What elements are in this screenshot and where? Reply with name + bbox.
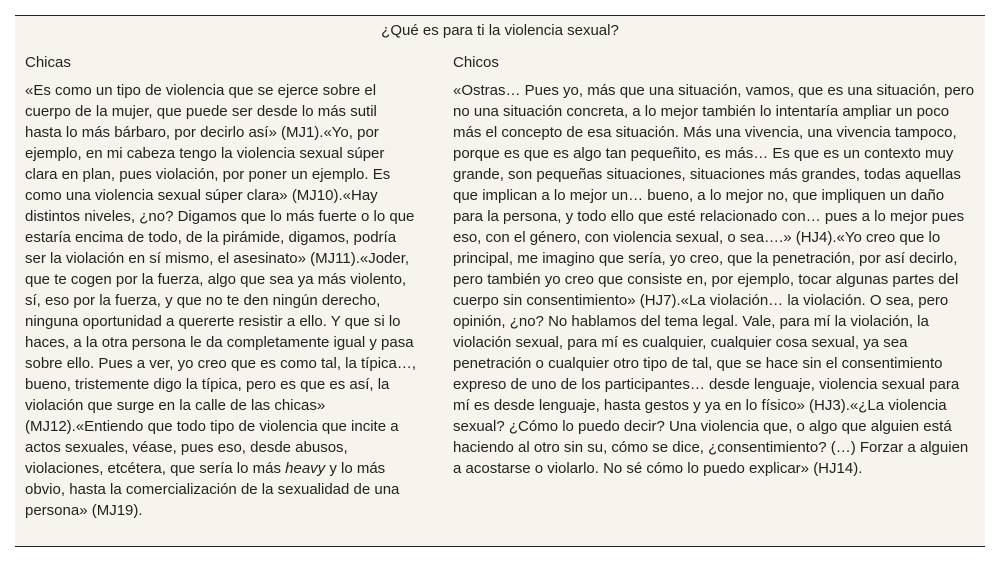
column-header-chicas: Chicas (25, 54, 71, 71)
quotes-chicas (25, 80, 417, 521)
quotes-chicas-part-2: y lo más obvio, hasta la comercialización de la sexualidad de una persona» (MJ19). (25, 460, 400, 519)
quote-table (15, 15, 985, 547)
quotes-chicos: «Ostras… Pues yo, más que una situación, vamos, que es una situación, pero no una situación concreta, a lo mejor también lo intentaría ampliar un poco más el concepto de esa situación. Más una vivencia, una vivencia tampoco, porque es que es algo tan pequeñito, es más… Es que es un contexto muy grande, son pequeñas situaciones, situaciones más grandes, todas aquellas que implican a lo mejor un… bueno, a lo mejor no, que impliquen un daño para la persona, y todo ello que esté relacionado con… pues a lo mejor pues eso, con el género, con violencia sexual, o sea….» (HJ4).«Yo creo que lo principal, me imagino que sería, yo creo, que la penetración, por así decirlo, pero también yo creo que consiste en, por ejemplo, tocar algunas partes del cuerpo sin consentimiento» (HJ7).«La violación… la violación. O sea, pero opinión, ¿no? No hablamos del tema legal. Vale, para mí la violación, la violación sexual, para mí es cualquier, cualquier cosa sexual, ya sea penetración o cualquier otro tipo de tal, que se hace sin el consentimiento expreso de uno de los participantes… desde lenguaje, violencia sexual para mí es desde lenguaje, hasta gestos y ya en lo físico» (HJ3).«¿La violencia sexual? ¿Cómo lo puedo decir? Una violencia que, o algo que alguien está haciendo al otro sin su, cómo se dice, ¿consentimiento? (…) Forzar a alguien a acostarse o violarlo. No sé cómo lo puedo explicar» (HJ14). (453, 82, 975, 477)
column-header-chicos: Chicos (453, 54, 499, 71)
table-title: ¿Qué es para ti la violencia sexual? (381, 22, 619, 39)
column-chicas (25, 52, 417, 521)
quotes-chicas-part-1: «Es como un tipo de violencia que se ejerce sobre el cuerpo de la mujer, que puede ser desde lo más sutil hasta lo más bárbaro, por decirlo así» (MJ1).«Yo, por ejemplo, en mi cabeza tengo la violencia sexual súper clara en plan, pues violación, por poner un ejemplo. Es como una violencia sexual súper clara» (MJ10).«Hay distintos niveles, ¿no? Digamos que lo más fuerte o lo que estaría encima de todo, de la pirámide, digamos, podría ser la violación en sí mismo, el asesinato» (MJ11).«Joder, que te cogen por la fuerza, algo que sea ya más violento, sí, eso por la fuerza, y que no te den ningún derecho, ninguna oportunidad a quererte resistir a ello. Y que si lo haces, a la otra persona le da completamente igual y pasa sobre ello. Pues a ver, yo creo que es como tal, la típica…, bueno, tristemente digo la típica, pero es que es así, la violación que surge en la calle de las chicas» (MJ12).«Entiendo que todo tipo de violencia que incite a actos sexuales, véase, pues eso, desde abusos, violaciones, etcétera, que sería lo más (25, 82, 417, 477)
quotes-chicas-italic-term: heavy (285, 460, 326, 477)
column-chicos (453, 52, 975, 479)
